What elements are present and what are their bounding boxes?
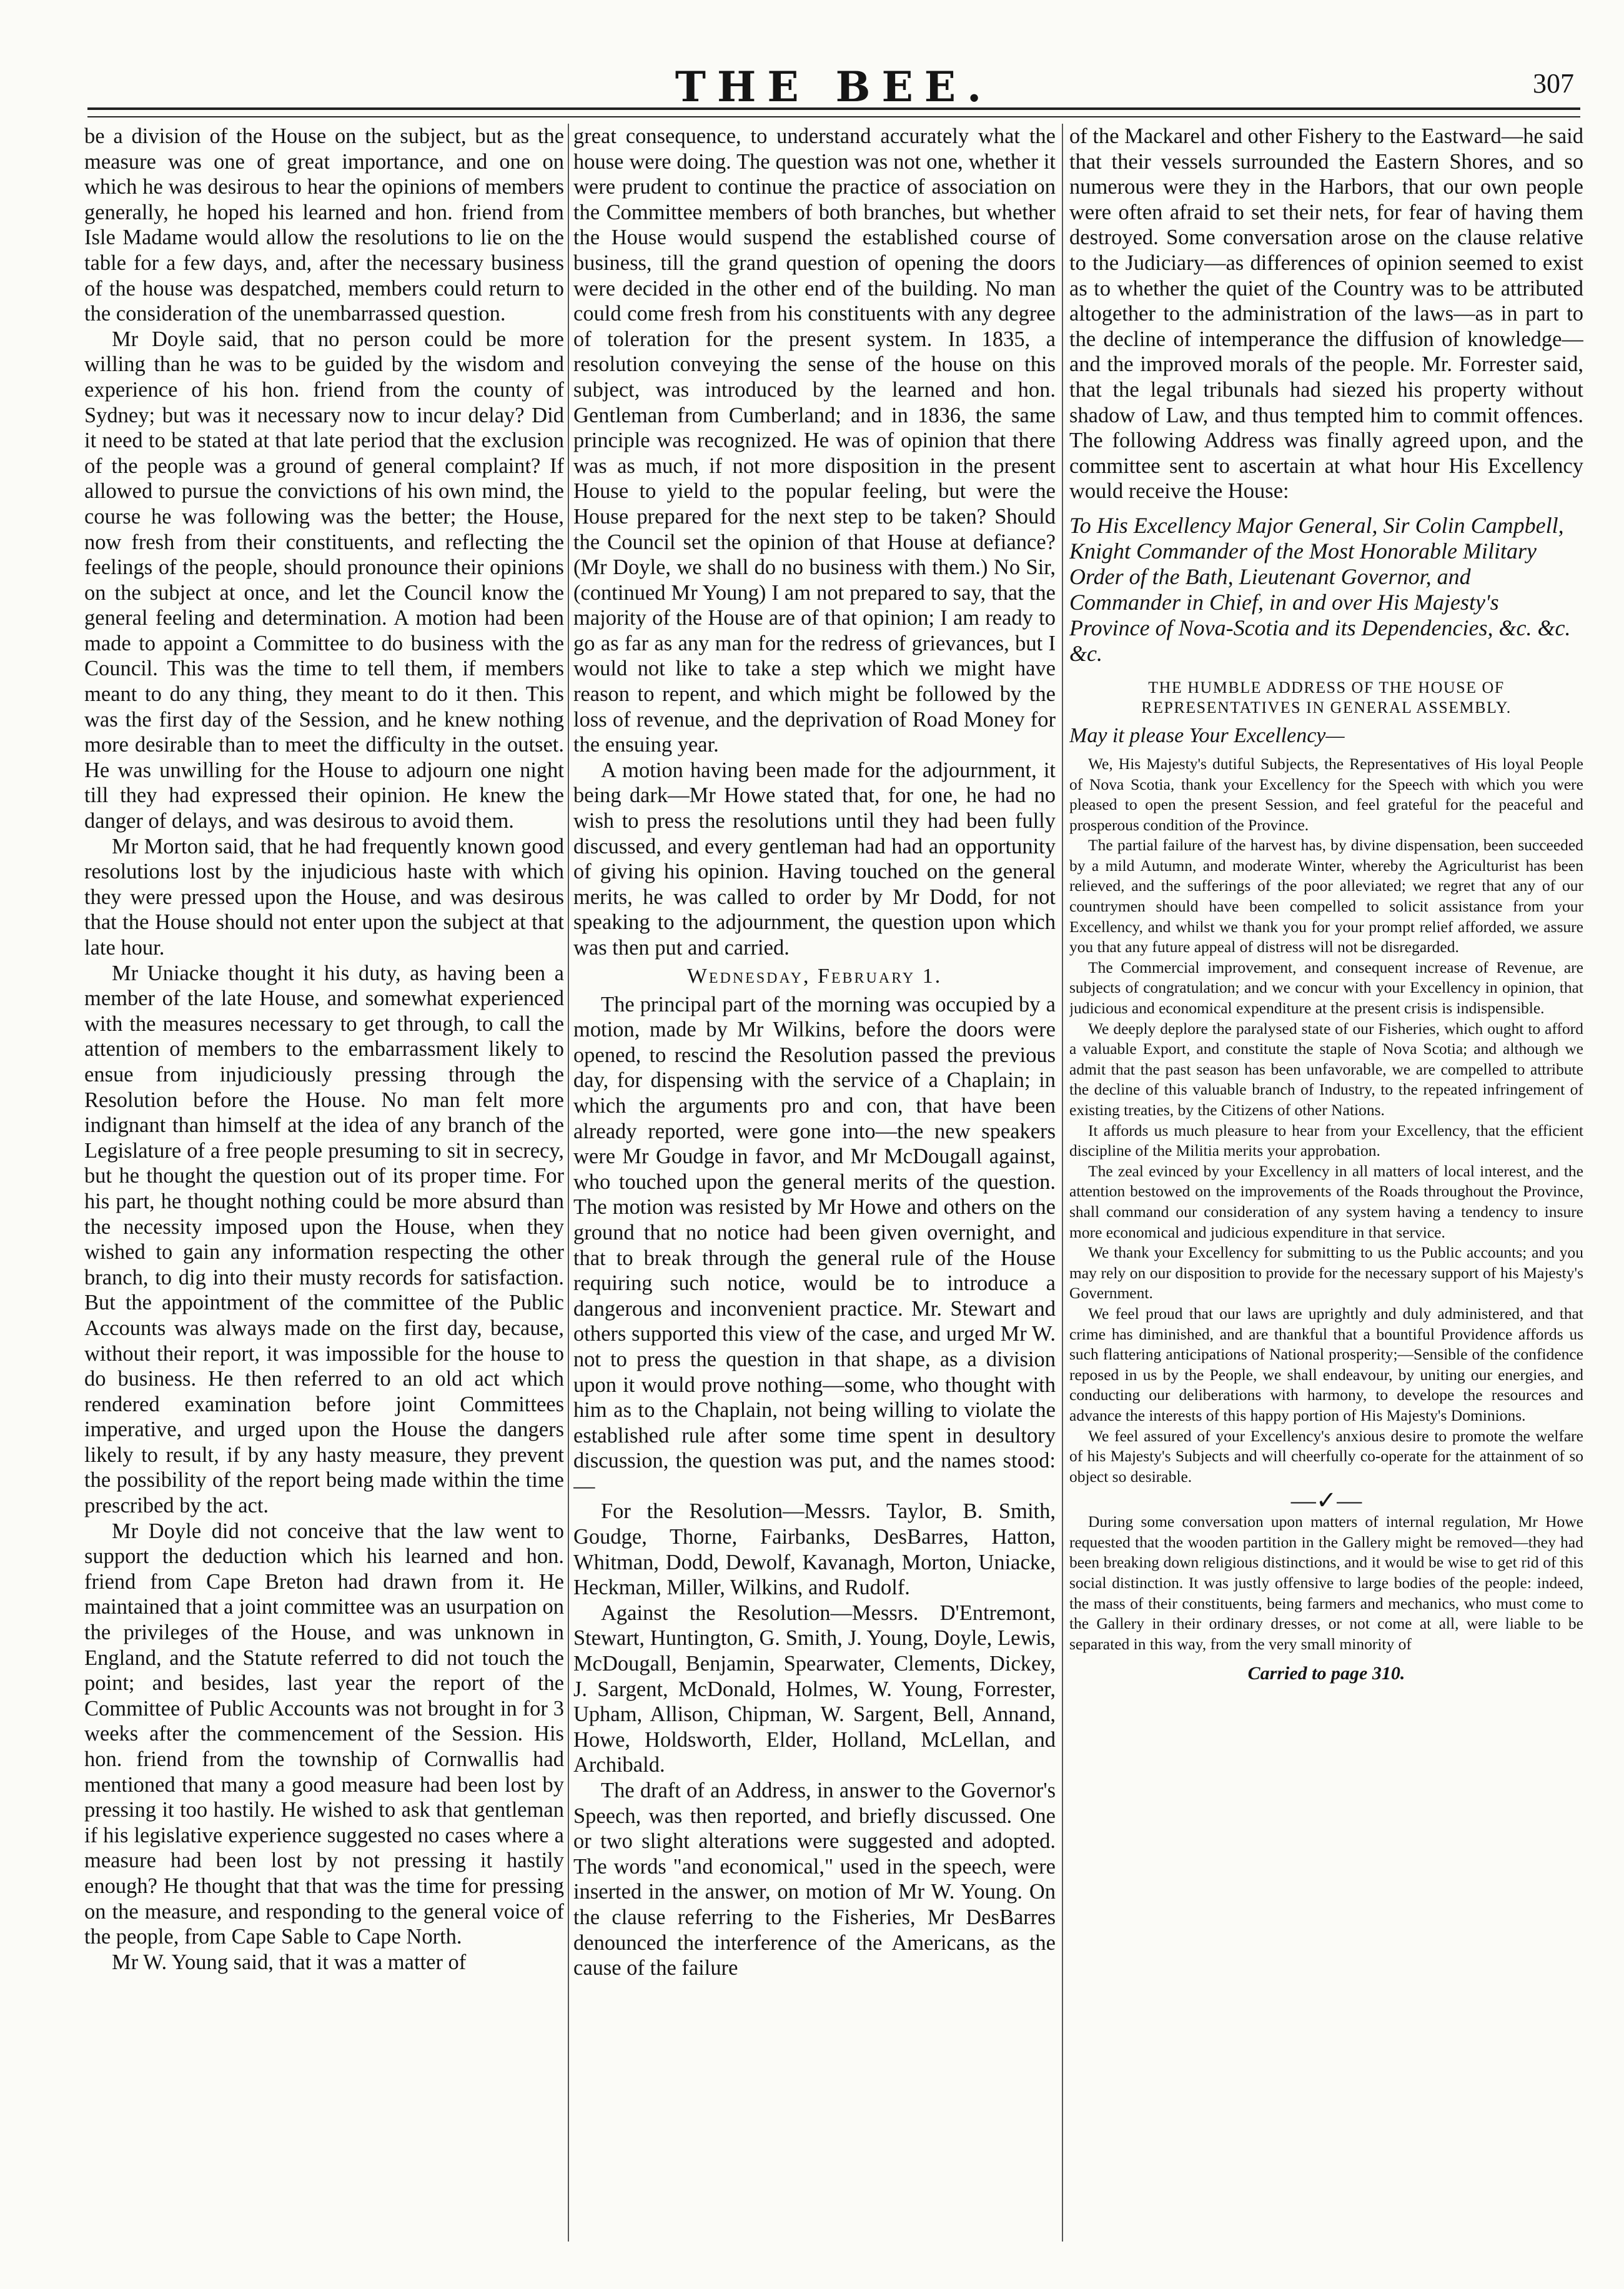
address-salutation: May it please Your Excellency— [1069,723,1345,747]
paragraph: Mr Uniacke thought it his duty, as having been a member of the late House, and somewhat experienced with the measures necessary to get through, to call the attention of members to the embarrassment likely to ensue from injudiciously pressing through the Resolution before the House. No man felt more indignant than himself at the idea of any branch of the Legislature of a free people presuming to sit in secrecy, but he thought the question out of its proper time. For his part, he thought nothing could be more absurd than the necessity imposed upon the House, when they wished to gain any information respecting the other branch, to dig into their musty records for satisfaction. But the appointment of the committee of the Public Accounts was always made on the first day, because, without their report, it was impossible for the house to do business. He then referred to an old act which rendered examination before joint Committees imperative, and urged upon the House the dangers likely to result, if by any hasty measure, they prevent the possibility of the report being made within the time prescribed by the act. [84,961,564,1518]
note-paragraph: During some conversation upon matters of internal regulation, Mr Howe requested that the wooden partition in the Gallery might be removed—they had been breaking down religious distinctions, and it would be wise to get rid of this social distinction. It was justly offensive to large bodies of the people: indeed, the mass of their constituents, being farmers and mechanics, who must come to the Gallery in their ordinary dresses, or not come at all, were liable to be separated in this way, from the very small minority of [1069,1512,1583,1653]
column-divider [1062,124,1063,2242]
masthead-rule [87,107,1580,117]
address-paragraph: We deeply deplore the paralysed state of our Fisheries, which ought to afford a valuable Export, and constitute the staple of Nova Scotia; and although we admit that the past season has been unfavorable, we are compelled to attribute the decline of this valuable branch of Industry, to the repeated infringement of existing treaties, by the Citizens of other Nations. [1069,1019,1583,1119]
paragraph: The draft of an Address, in answer to the Governor's Speech, was then reported, and briefly discussed. One or two slight alterations were suggested and adopted. The words "and economical," used in the speech, were inserted in the answer, on motion of Mr W. Young. On the clause referring to the Fisheries, Mr DesBarres denounced the interference of the Americans, as the cause of the failure [573,1779,1056,1980]
continuation-note: Carried to page 310. [1247,1663,1405,1684]
paragraph: of the Mackarel and other Fishery to the Eastward—he said that their vessels surrounded the Eastern Shores, and so numerous were they in the Harbors, that our own people were often afraid to set their nets, for fear of having them destroyed. Some conversation arose on the clause relative to the Judiciary—as differences of opinion seemed to exist as to whether the quiet of the Country was to be attributed altogether to the administration of the laws—as in part to the decline of intemperance the diffusion of knowledge—and the improved morals of the people. Mr. Forrester said, that the legal tribunals had siezed his property without shadow of Law, and thus tempted him to commit offences. The following Address was finally agreed upon, and the committee sent to ascertain at what hour His Excellency would receive the House: [1069,124,1583,504]
address-paragraph: We thank your Excellency for submitting to us the Public accounts; and you may rely on our disposition to provide for the necessary support of his Majesty's Government. [1069,1243,1583,1303]
address-paragraph: We feel assured of your Excellency's anxious desire to promote the welfare of his Majesty's Subjects and will cheerfully co-operate for the attainment of so object so desirable. [1069,1426,1583,1486]
address-paragraph: We, His Majesty's dutiful Subjects, the Representatives of His loyal People of Nova Scotia, thank your Excellency for the Speech with which you were pleased to open the present Session, and feel grateful for the peaceful and prosperous condition of the Province. [1069,754,1583,834]
paragraph: A motion having been made for the adjournment, it being dark—Mr Howe stated that, for one, he had no wish to press the resolutions until they had been fully discussed, and every gentleman had had an opportunity of giving his opinion. Having touched on the general merits, he was called to order by Mr Dodd, for not speaking to the adjournment, the question upon which was then put and carried. [573,758,1056,960]
address-paragraph: The partial failure of the harvest has, by divine dispensation, been succeeded by a mild Autumn, and moderate Winter, whereby the Agriculturist has been relieved, and the sufferings of the poor alleviated; we regret that any of our countrymen should have been compelled to solicit assistance from your Excellency, and whilst we thank you for your prompt relief afforded, we assure you that any future appeal of distress will not be disregarded. [1069,836,1583,956]
paragraph: great consequence, to understand accurately what the house were doing. The question was not one, whether it were prudent to continue the practice of association on the Committee members of both branches, but whether the House would suspend the established course of business, till the grand question of opening the doors were decided in the other end of the building. No man could come fresh from his constituents with any degree of toleration for the present system. In 1835, a resolution conveying the sense of the house on this subject, was introduced by the learned and hon. Gentleman from Cumberland; and in 1836, the same principle was recognized. He was of opinion that there was as much, if not more disposition in the present House to yield to the popular feeling, but were the House prepared for the next step to be taken? Should the Council set the opinion of that House at defiance? (Mr Doyle, we shall do no business with them.) No Sir, (continued Mr Young) I am not prepared to say, that the majority of the House are of that opinion; I am ready to go as far as any man for the redress of grievances, but I would not like to take a step which we might have reason to repent, and which might be followed by the loss of revenue, and the deprivation of Road Money for the ensuing year. [573,124,1056,757]
paragraph: The principal part of the morning was occupied by a motion, made by Mr Wilkins, before the doors were opened, to rescind the Resolution passed the previous day, for dispensing with the service of a Chaplain; in which the arguments pro and con, that have been already reported, were gone into—the new speakers were Mr Goudge in favor, and Mr McDougall against, who touched upon the general merits of the question. The motion was resisted by Mr Howe and others on the ground that no notice had been given overnight, and that to break through the general rule of the House requiring such notice, would be to introduce a dangerous and inconvenient practice. Mr. Stewart and others supported this view of the case, and urged Mr W. not to press the question in that shape, as a division upon it would prove nothing—some, who thought with him as to the Chaplain, not being willing to violate the established rule after some time spent in desultory discussion, the question was put, and the names stood:— [573,992,1056,1498]
paragraph: be a division of the House on the subject, but as the measure was one of great importance, and one on which he was desirous to hear the opinions of members generally, he hoped his learned and hon. friend from Isle Madame would allow the resolutions to lie on the table for a few days, and, after the necessary business of the house was despatched, members could return to the consideration of the unembarrassed question. [84,124,564,326]
address-paragraph: The zeal evinced by your Excellency in all matters of local interest, and the attention bestowed on the improvements of the Roads throughout the Province, shall command our consideration of any system having a tendency to insure more economical and judicious expenditure in that service. [1069,1161,1583,1241]
column-divider [568,124,569,2242]
address-title: THE HUMBLE ADDRESS OF THE HOUSE OF REPRESENTATIVES IN GENERAL ASSEMBLY. [1141,678,1512,717]
paragraph: Mr Morton said, that he had frequently known good resolutions lost by the injudicious haste with which they were pressed upon the House, and was desirous that the House should not enter upon the subject at that late hour. [84,834,564,960]
vote-list-for: For the Resolution—Messrs. Taylor, B. Smith, Goudge, Thorne, Fairbanks, DesBarres, Hatton, Whitman, Dodd, Dewolf, Kavanagh, Morton, Uniacke, Heckman, Miller, Wilkins, and Rudolf. [573,1499,1056,1600]
address-paragraph: We feel proud that our laws are uprightly and duly administered, and that crime has diminished, and are thankful that a bountiful Providence affords us such flattering anticipations of National prosperity;—Sensible of the confidence reposed in us by the People, we shall endeavour, by uniting our energies, and conducting our deliberations with harmony, to develope the resources and advance the interests of this happy portion of His Majesty's Dominions. [1069,1304,1583,1424]
column-2 [573,124,1056,1981]
section-divider: —✓— [1290,1486,1362,1515]
column-1 [84,124,564,1975]
paragraph: Mr W. Young said, that it was a matter of [112,1950,467,1974]
page-number: 307 [1533,68,1574,99]
paragraph: Mr Doyle said, that no person could be more willing than he was to be guided by the wisdom and experience of his hon. friend from the county of Sydney; but was it necessary now to incur delay? Did it need to be stated at that late period that the exclusion of the people was a ground of general complaint? If allowed to pursue the convictions of his own mind, the course he was following was the better; the House, now fresh from their constituents, and reflecting the feelings of the people, should pronounce their opinions on the subject at once, and let the Council know the general feeling and determination. A motion had been made to appoint a Committee to do business with the Council. This was the time to tell them, if members meant to do any thing, they meant to do it then. This was the first day of the Session, and he knew nothing more desirable than to meet the difficulty in the outset. He was unwilling for the House to adjourn one night till they had expressed their opinion. He knew the danger of delays, and was desirous to avoid them. [84,327,564,833]
newspaper-title: THE BEE. [675,62,993,111]
masthead [87,62,1580,119]
address-paragraph: It affords us much pleasure to hear from your Excellency, that the efficient discipline of the Militia merits your approbation. [1069,1121,1583,1160]
paragraph: Mr Doyle did not conceive that the law went to support the deduction which his learned and hon. friend from Cape Breton had drawn from it. He maintained that a joint committee was an usurpation on the privileges of the House, and was unknown in England, and the Statute referred to did not touch the point; and besides, last year the report of the Committee of Public Accounts was not brought in for 3 weeks after the commencement of the Session. His hon. friend from the township of Cornwallis had mentioned that many a good measure had been lost by pressing it too hastily. He wished to ask that gentleman if his legislative experience suggested no cases where a measure had been lost by not pressing it hastily enough? He thought that that was the time for pressing on the measure, and responding to the general voice of the people, from Cape Sable to Cape North. [84,1519,564,1949]
address-recipient: To His Excellency Major General, Sir Colin Campbell, Knight Commander of the Most Honorable Military Order of the Bath, Lieutenant Governor, and Commander in Chief, in and over His Majesty's Province of Nova-Scotia and its Dependencies, &c. &c. &c. [1069,512,1571,666]
address-paragraph: The Commercial improvement, and consequent increase of Revenue, are subjects of congratulation; and we concur with your Excellency in opinion, that judicious and economical expenditure at the present crisis is indispensible. [1069,958,1583,1018]
date-heading: Wednesday, February 1. [686,964,943,988]
column-3 [1069,124,1583,1684]
vote-list-against: Against the Resolution—Messrs. D'Entremont, Stewart, Huntington, G. Smith, J. Young, Doyle, Lewis, McDougall, Benjamin, Spearwater, Clements, Dickey, J. Sargent, McDonald, Holmes, W. Young, Forrester, Upham, Allison, Chipman, W. Sargent, Bell, Annand, Howe, Holdsworth, Elder, Holland, McLellan, and Archibald. [573,1601,1056,1777]
